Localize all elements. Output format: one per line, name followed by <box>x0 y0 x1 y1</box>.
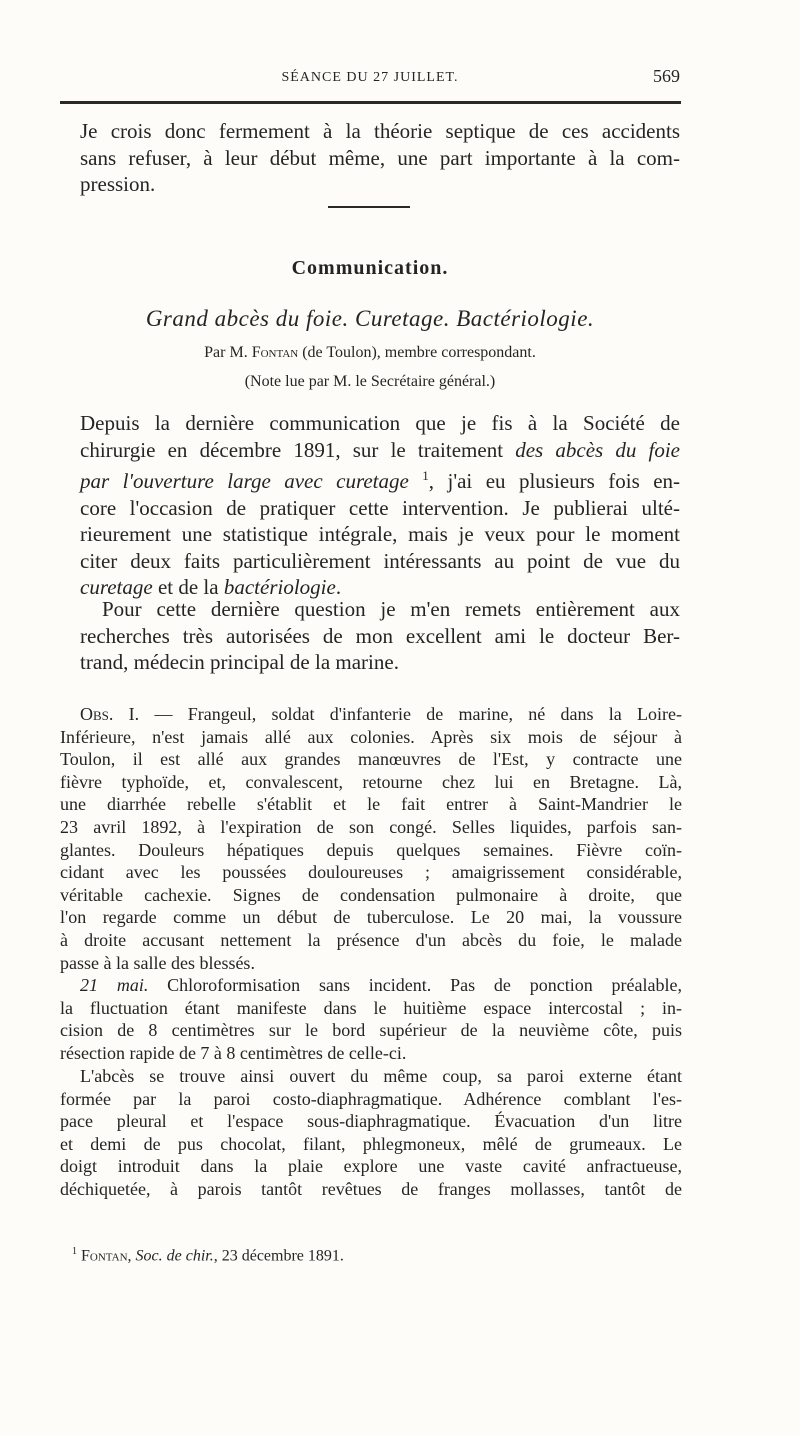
observation-paragraph-1 <box>60 703 682 974</box>
reading-note: (Note lue par M. le Secrétaire général.) <box>244 373 496 390</box>
footnote-author: Fontan <box>81 1247 128 1265</box>
text-line: recherches très autorisées de mon excellent ami le docteur Ber- <box>80 623 680 648</box>
text-line: cidant avec les poussées douloureuses ; amaigrissement considérable, <box>60 862 682 883</box>
text-line: véritable cachexie. Signes de condensation pulmonaire à droite, que <box>60 884 682 905</box>
text-line: Je crois donc fermement à la théorie septique de ces accidents <box>80 119 680 143</box>
observation-paragraph-2 <box>60 974 682 1064</box>
italic-term: par l'ouverture large avec curetage <box>80 469 409 493</box>
byline-author: Fontan <box>251 344 299 361</box>
footnote-ref: 1 <box>422 468 429 483</box>
text-segment: — Frangeul, soldat d'infanterie de marine, né dans la Loire- <box>139 704 682 724</box>
footnote-source: Soc. de chir. <box>135 1247 214 1265</box>
text-line: Pour cette dernière question je m'en remets entièrement aux <box>102 597 680 621</box>
text-line: déchiquetée, à parois tantôt revêtues de franges mollasses, tantôt de <box>60 1178 682 1199</box>
body-paragraph-1 <box>80 410 680 601</box>
observation-paragraph-3 <box>60 1065 682 1201</box>
text-line: pression. <box>80 172 156 196</box>
text-line: 23 avril 1892, à l'expiration de son congé. Selles liquides, parfois san- <box>60 816 682 837</box>
footnote-date: , 23 décembre 1891. <box>213 1247 344 1265</box>
text-line: rieurement une statistique intégrale, mais je veux pour le moment <box>80 522 680 546</box>
text-segment: Chloroformisation sans incident. Pas de ponction préalable, <box>148 975 683 995</box>
text-line: fièvre typhoïde, et, convalescent, retourne chez lui en Bretagne. Là, <box>60 771 682 792</box>
text-line: l'on regarde comme un début de tuberculose. Le 20 mai, la voussure <box>60 907 682 928</box>
text-line: Inférieure, n'est jamais allé aux colonies. Après six mois de séjour à <box>60 726 682 747</box>
text-line: une diarrhée rebelle s'établit et le fait entrer à Saint-Mandrier le <box>60 794 682 815</box>
text-line: citer deux faits particulièrement intéressants au point de vue du <box>80 548 680 573</box>
italic-term: curetage <box>80 575 153 599</box>
text-segment: , j'ai eu plusieurs fois en- <box>428 469 681 493</box>
text-line: et demi de pus chocolat, filant, phlegmoneux, mêlé de grumeaux. Le <box>60 1133 682 1154</box>
header-rule <box>60 101 681 104</box>
byline-suffix: (de Toulon), membre correspondant. <box>298 344 536 361</box>
text-line: sans refuser, à leur début même, une part importante à la com- <box>80 145 680 170</box>
text-line: trand, médecin principal de la marine. <box>80 650 399 674</box>
byline <box>60 344 680 362</box>
text-line: à droite accusant nettement la présence d'un abcès du foie, le malade <box>60 929 682 950</box>
italic-term: bactériologie <box>223 575 336 599</box>
text-segment: . <box>335 575 342 599</box>
text-line: Toulon, il est allé aux grandes manœuvres de l'Est, y contracte une <box>60 749 682 770</box>
text-line: la fluctuation étant manifeste dans le huitième espace intercostal ; in- <box>60 997 682 1018</box>
page-number: 569 <box>653 66 680 86</box>
body-paragraph-2 <box>80 596 680 676</box>
text-line <box>80 437 680 464</box>
italic-term: des abcès du foie <box>515 437 681 462</box>
text-line <box>60 703 682 726</box>
byline-prefix: Par M. <box>204 344 252 361</box>
text-line: cision de 8 centimètres sur le bord supérieur de la neuvième côte, puis <box>60 1020 682 1041</box>
observation-label: Obs. I. <box>80 704 140 724</box>
text-line: formée par la paroi costo-diaphragmatique. Adhérence comblant l'es- <box>60 1088 682 1109</box>
text-line: doigt introduit dans la plaie explore une vaste cavité anfractueuse, <box>60 1156 682 1177</box>
text-line: glantes. Douleurs hépatiques depuis quelques semaines. Fièvre coïn- <box>60 839 682 860</box>
text-line: résection rapide de 7 à 8 centimètres de celle-ci. <box>60 1042 407 1063</box>
text-line: pace pleural et l'espace sous-diaphragmatique. Évacuation d'un litre <box>60 1111 682 1132</box>
intro-paragraph <box>80 118 680 198</box>
footnote-number: 1 <box>72 1246 77 1257</box>
section-separator-rule <box>328 206 410 208</box>
running-head <box>60 62 680 92</box>
text-line <box>80 463 680 495</box>
footnote: $^1$ Fontan, Soc. de chir., 23 décembre 1891. <box>72 1246 344 1265</box>
text-segment: et de la <box>152 575 224 599</box>
text-line: L'abcès se trouve ainsi ouvert du même coup, sa paroi externe étant <box>80 1066 682 1086</box>
text-line <box>60 974 682 997</box>
text-line: core l'occasion de pratiquer cette intervention. Je publierai ulté- <box>80 495 680 520</box>
section-heading: Communication. <box>291 257 449 279</box>
text-line: passe à la salle des blessés. <box>60 952 255 973</box>
observation-date: 21 mai. <box>80 975 149 995</box>
article-title: Grand abcès du foie. Curetage. Bactériologie. <box>145 306 595 331</box>
text-segment: chirurgie en décembre 1891, sur le traitement <box>80 437 504 462</box>
running-title: SÉANCE DU 27 JUILLET. <box>281 70 459 85</box>
text-line: Depuis la dernière communication que je fis à la Société de <box>80 411 680 435</box>
